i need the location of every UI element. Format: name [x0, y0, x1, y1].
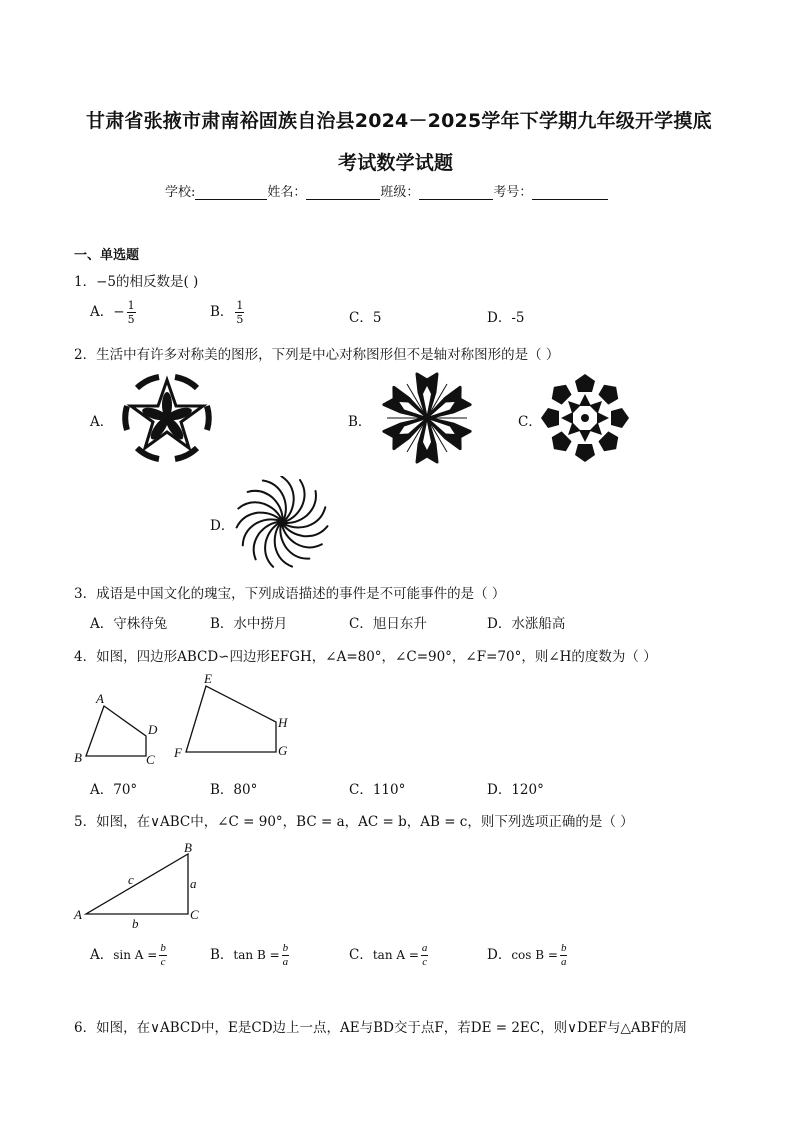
- label-A: A: [74, 907, 82, 922]
- q3-option-d: D．水涨船高: [487, 616, 566, 632]
- number-label: 考号：: [493, 185, 533, 200]
- title-line-2: 考试数学试题: [338, 152, 454, 174]
- q2-figure-b: [372, 370, 482, 466]
- q2-figure-d: [234, 476, 330, 568]
- q5-option-a: A．sin A = $\frac{b}{c}$: [90, 942, 166, 968]
- q2-figure-a: [115, 370, 219, 466]
- label-a: a: [190, 876, 197, 891]
- q5-option-c: C．tan A = $\frac{a}{c}$: [349, 942, 428, 968]
- label-b: b: [132, 916, 139, 931]
- q4-figure: [70, 670, 300, 770]
- section-title: 一、单选题: [74, 248, 140, 263]
- question-6-stem: 6．如图，在∨ABCD中，E是CD边上一点，AE与BD交于点F，若DE = 2EC，则∨DEF与△ABF的周: [74, 1020, 687, 1036]
- q1-option-b: B． $\frac{1}{5}$: [210, 299, 244, 326]
- q2-option-c-label: C．: [518, 414, 542, 430]
- q5-option-b: B．tan B = $\frac{b}{a}$: [210, 942, 289, 968]
- q1-option-d: D．-5: [487, 310, 525, 326]
- q1-option-c: C．5: [349, 310, 382, 326]
- title-line-1: 甘肃省张掖市肃南裕固族自治县2024－2025学年下学期九年级开学摸底: [86, 110, 712, 132]
- q5-figure: [70, 836, 210, 932]
- label-A: A: [96, 691, 104, 706]
- q5-option-d: D．cos B = $\frac{b}{a}$: [487, 942, 567, 968]
- number-blank[interactable]: [532, 185, 608, 200]
- q3-option-a: A．守株待兔: [90, 616, 168, 632]
- name-label: 姓名：: [267, 185, 307, 200]
- question-3-stem: 3．成语是中国文化的瑰宝，下列成语描述的事件是不可能事件的是（ ）: [74, 586, 506, 602]
- q1-option-a: A．− $\frac{1}{5}$: [90, 299, 135, 326]
- label-E: E: [204, 671, 212, 686]
- label-C: C: [146, 752, 155, 767]
- q3-option-c: C．旭日东升: [349, 616, 427, 632]
- label-H: H: [278, 715, 288, 730]
- label-B: B: [184, 840, 192, 855]
- label-B: B: [74, 750, 82, 765]
- q3-option-b: B．水中捞月: [210, 616, 288, 632]
- label-D: D: [148, 722, 158, 737]
- q2-option-a-label: A．: [90, 414, 114, 430]
- q4-option-a: A．70°: [90, 782, 138, 798]
- label-c: c: [128, 872, 134, 887]
- q4-option-c: C．110°: [349, 782, 406, 798]
- class-label: 班级：: [380, 185, 420, 200]
- student-info-line: [165, 181, 608, 200]
- q2-option-b-label: B．: [348, 414, 372, 430]
- q4-option-b: B．80°: [210, 782, 258, 798]
- label-G: G: [278, 743, 288, 758]
- question-2-stem: 2．生活中有许多对称美的图形，下列是中心对称图形但不是轴对称图形的是（ ）: [74, 347, 560, 363]
- q2-figure-c: [540, 370, 630, 466]
- question-4-stem: 4．如图，四边形ABCD∽四边形EFGH，∠A=80°，∠C=90°，∠F=70°，则∠H的度数为（ ）: [74, 649, 657, 665]
- school-blank[interactable]: [195, 185, 267, 200]
- school-label: 学校:: [165, 185, 196, 200]
- q4-option-d: D．120°: [487, 782, 544, 798]
- label-C: C: [190, 907, 199, 922]
- name-blank[interactable]: [306, 185, 380, 200]
- label-F: F: [174, 745, 182, 760]
- q2-option-d-label: D．: [210, 518, 235, 534]
- question-5-stem: 5．如图，在∨ABC中，∠C = 90°，BC = a，AC = b，AB = c，则下列选项正确的是（ ）: [74, 814, 634, 830]
- class-blank[interactable]: [419, 185, 493, 200]
- question-1-stem: 1．−5的相反数是( ): [74, 274, 199, 290]
